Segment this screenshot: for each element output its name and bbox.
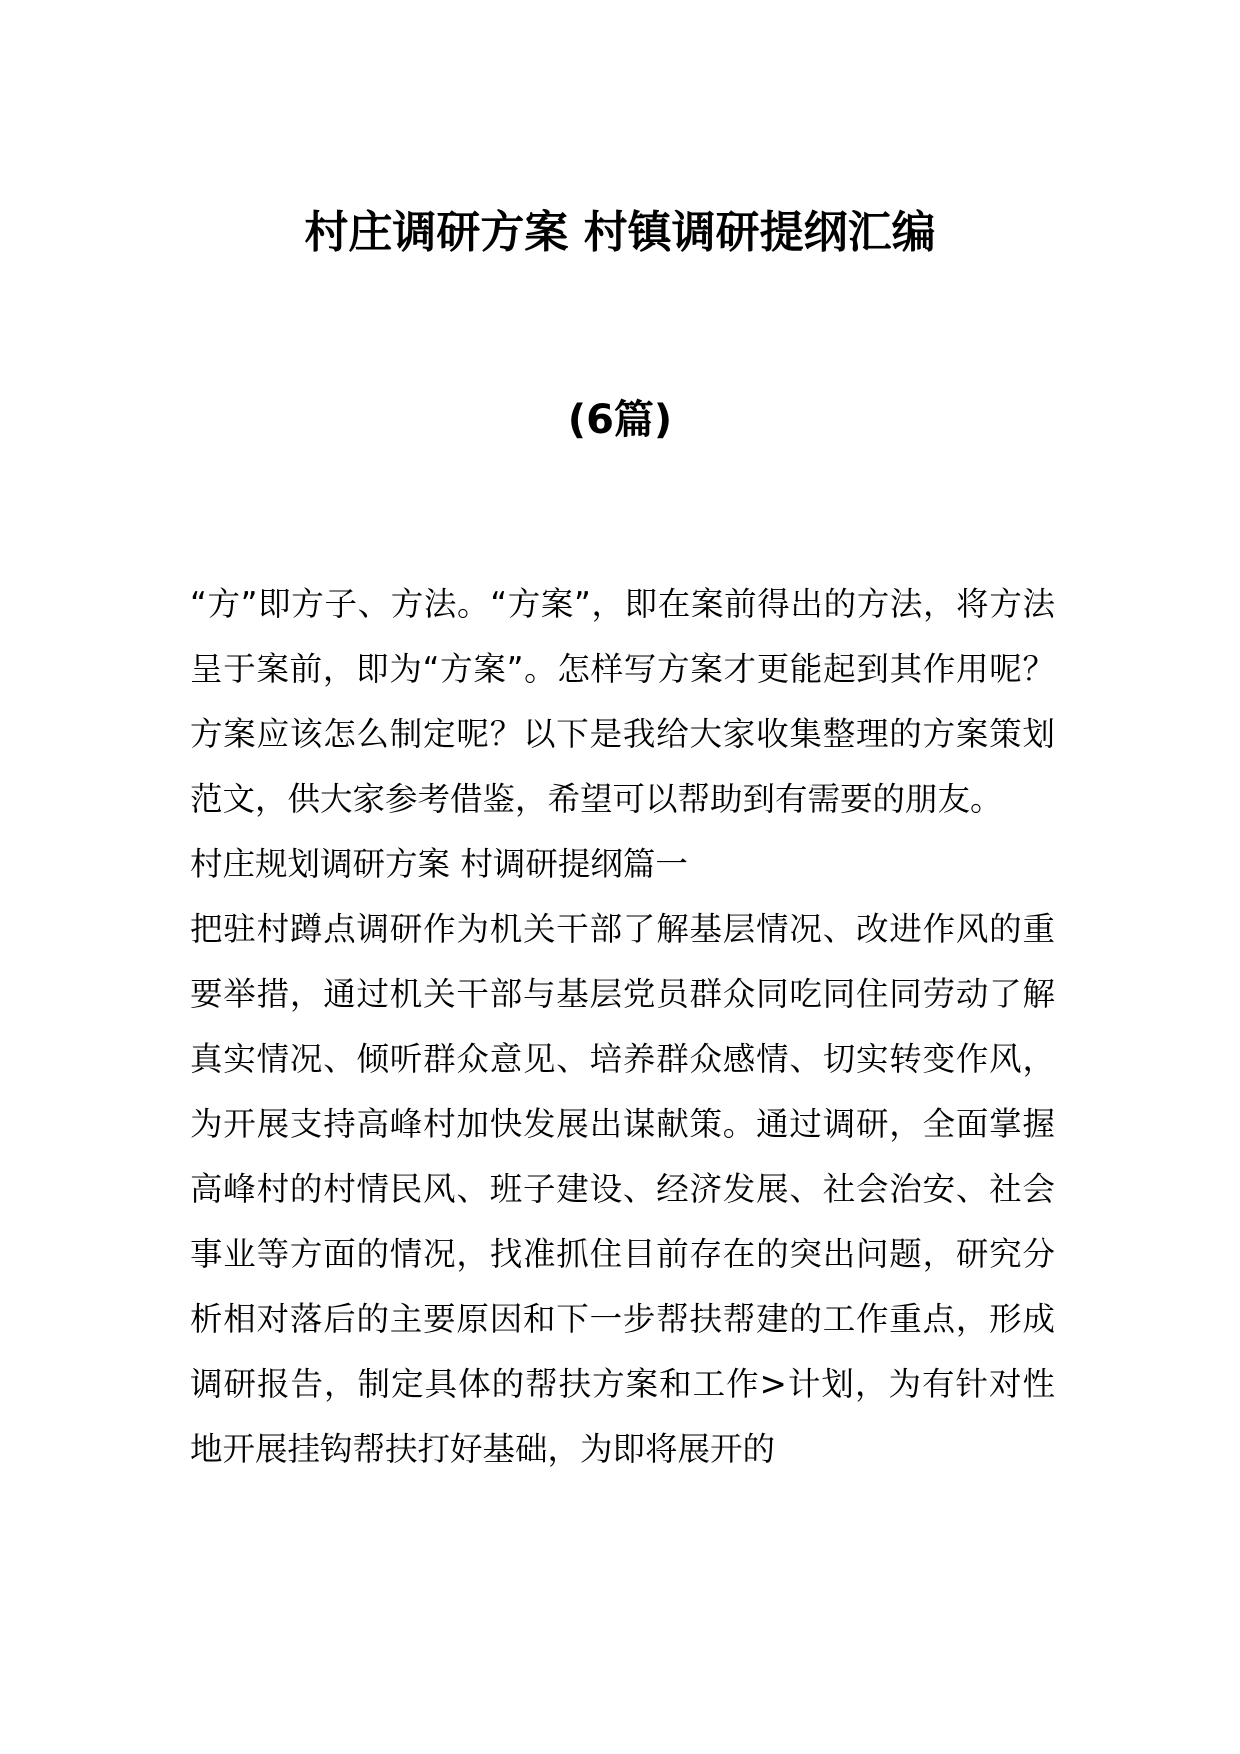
- document-title: 村庄调研方案 村镇调研提纲汇编: [304, 207, 936, 258]
- intro-paragraph: “方”即方子、方法。“方案”，即在案前得出的方法，将方法呈于案前，即为“方案”。怎样写方案才更能起到其作用呢？方案应该怎么制定呢？以下是我给大家收集整理的方案策划范文，供大家参考借鉴，希望可以帮助到有需要的朋友。: [190, 585, 1055, 818]
- document-subtitle: (6篇): [567, 397, 673, 443]
- section-heading: 村庄规划调研方案 村调研提纲篇一: [190, 845, 688, 883]
- document-body: [190, 572, 1055, 1482]
- body-paragraph: 把驻村蹲点调研作为机关干部了解基层情况、改进作风的重要举措，通过机关干部与基层党员群众同吃同住同劳动了解真实情况、倾听群众意见、培养群众感情、切实转变作风，为开展支持高峰村加快发展出谋献策。通过调研，全面掌握高峰村的村情民风、班子建设、经济发展、社会治安、社会事业等方面的情况，找准抓住目前存在的突出问题，研究分析相对落后的主要原因和下一步帮扶帮建的工作重点，形成调研报告，制定具体的帮扶方案和工作>计划，为有针对性地开展挂钩帮扶打好基础，为即将展开的: [190, 910, 1055, 1468]
